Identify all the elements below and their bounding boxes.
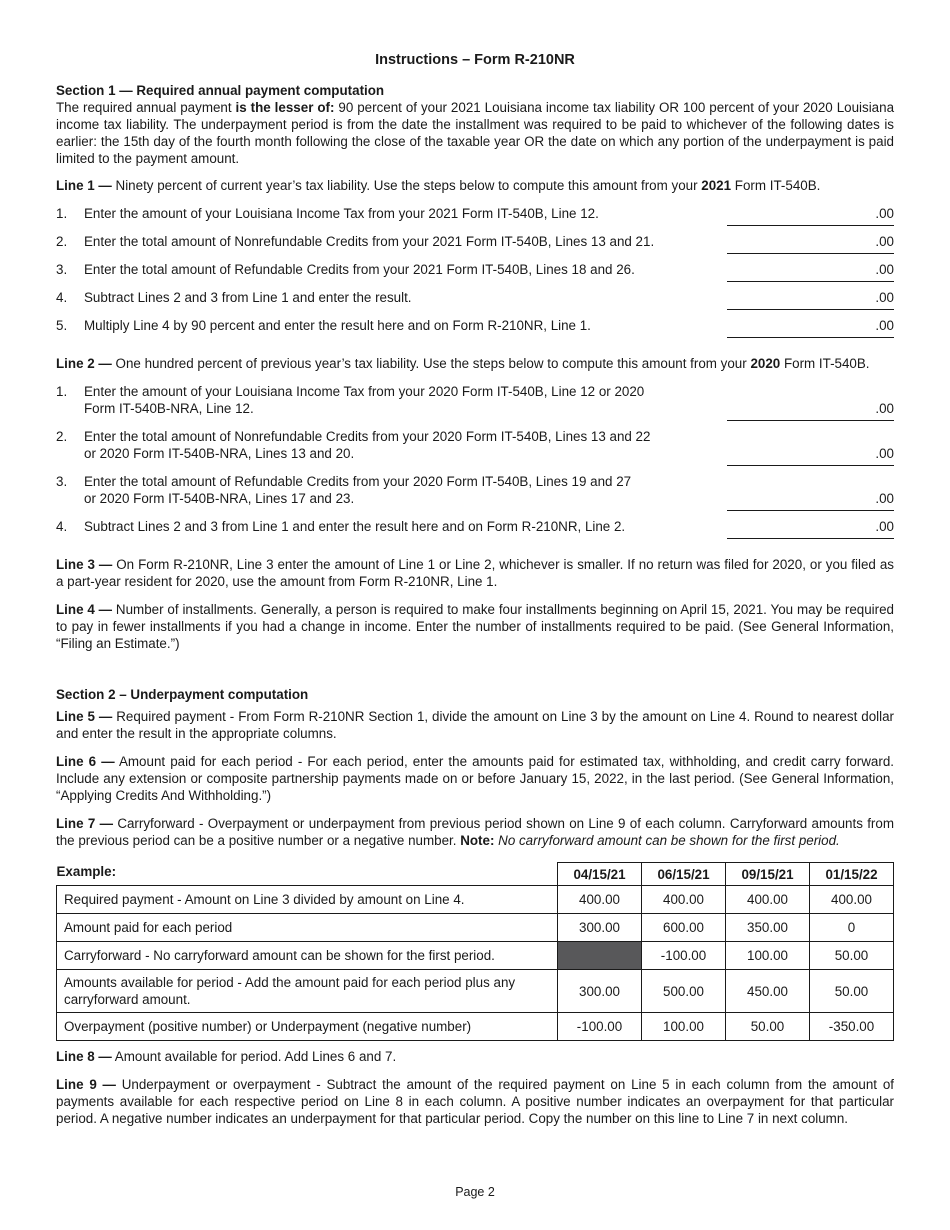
step-text: Enter the amount of your Louisiana Income Tax from your 2021 Form IT-540B, Line 12.: [84, 206, 599, 221]
line7-note-text: No carryforward amount can be shown for the first period.: [494, 833, 840, 848]
column-date: 06/15/21: [642, 863, 726, 886]
line2-year: 2020: [750, 356, 781, 371]
cell-value: 400.00: [642, 886, 726, 914]
line9-text: Underpayment or overpayment - Subtract the amount of the required payment on Line 5 in each column from the amount of payments available for each respective period on Line 8 in each column. A positive number indicates an overpayment for that particular period. A negative number indicates an underpayment for that particular period. Copy the number on this line to Line 7 in next column.: [56, 1077, 894, 1126]
step-text-line: Form IT-540B-NRA, Line 12.: [84, 401, 254, 416]
step-text-line: or 2020 Form IT-540B-NRA, Lines 17 and 23.: [84, 491, 355, 506]
line8-paragraph: [56, 1048, 894, 1065]
step-text: [84, 428, 724, 462]
cell-value: 450.00: [726, 970, 810, 1013]
line4-text: Number of installments. Generally, a person is required to make four installments beginning on April 15, 2021. You may be required to pay in fewer installments if you had a change in income. Enter the number of installments required to be paid. (See General Information, “Filing an Estimate.”): [56, 602, 894, 651]
section2-heading: Section 2 – Underpayment computation: [56, 687, 309, 702]
line7-text: Carryforward - Overpayment or underpayment from previous period shown on Line 9 of each column. Carryforward amounts from the previous period can be a positive number or a negative number.: [56, 816, 894, 848]
column-date: 09/15/21: [726, 863, 810, 886]
example-label: Example:: [56, 863, 117, 879]
table-row: [57, 970, 894, 1013]
intro-emphasis: is the lesser of:: [235, 100, 335, 115]
line8-text: Amount available for period. Add Lines 6 and 7.: [111, 1049, 397, 1064]
step-text-line: Enter the total amount of Nonrefundable Credits from your 2020 Form IT-540B, Lines 13 and 22: [84, 429, 651, 444]
step-number: 1.: [56, 206, 68, 221]
step-number: 3.: [56, 262, 68, 277]
cell-value: 400.00: [726, 886, 810, 914]
line2-label: Line 2 —: [56, 356, 112, 371]
line1-text-b: Form IT-540B.: [731, 178, 821, 193]
step-text-line: Enter the amount of your Louisiana Income Tax from your 2020 Form IT-540B, Line 12 or 2020: [84, 384, 645, 399]
line7-note-label: Note:: [460, 833, 495, 848]
line9-label: Line 9 —: [56, 1077, 116, 1092]
amount-field[interactable]: .00: [727, 490, 894, 511]
row-label: Overpayment (positive number) or Underpayment (negative number): [57, 1013, 558, 1041]
step-text: Subtract Lines 2 and 3 from Line 1 and enter the result.: [84, 290, 412, 305]
example-table: [56, 862, 894, 1041]
line2-intro: [56, 355, 894, 372]
line5-label: Line 5 —: [56, 709, 113, 724]
step-text: Enter the total amount of Refundable Credits from your 2021 Form IT-540B, Lines 18 and 26.: [84, 262, 635, 277]
step-text: [84, 518, 724, 535]
section1-block: [56, 82, 894, 167]
line3-text: On Form R-210NR, Line 3 enter the amount of Line 1 or Line 2, whichever is smaller. If no return was filed for 2020, or you filed as a part-year resident for 2020, use the amount from Form R-210NR, Line 1.: [56, 557, 894, 589]
line1-text-a: Ninety percent of current year’s tax liability. Use the steps below to compute this amount from your: [111, 178, 702, 193]
step-number: 1.: [56, 384, 68, 399]
line5-text: Required payment - From Form R-210NR Section 1, divide the amount on Line 3 by the amount on Line 4. Round to nearest dollar and enter the result in the appropriate columns.: [56, 709, 894, 741]
cell-value: 300.00: [558, 914, 642, 942]
line4-label: Line 4 —: [56, 602, 113, 617]
cell-value: 500.00: [642, 970, 726, 1013]
column-date: 04/15/21: [558, 863, 642, 886]
step-number: 2.: [56, 234, 68, 249]
page-number: Page 2: [455, 1185, 495, 1199]
line8-label: Line 8 —: [56, 1049, 112, 1064]
line5-paragraph: [56, 708, 894, 742]
row-label: Required payment - Amount on Line 3 divided by amount on Line 4.: [57, 886, 558, 914]
line7-paragraph: [56, 815, 894, 849]
step-text-line: or 2020 Form IT-540B-NRA, Lines 13 and 20.: [84, 446, 355, 461]
row-label: Amounts available for period - Add the amount paid for each period plus any carryforward amount.: [57, 970, 558, 1013]
line6-text: Amount paid for each period - For each period, enter the amounts paid for estimated tax, withholding, and credit carry forward. Include any extension or composite partnership payments made on or before January 15, 2022, in the last period. (See General Information, “Applying Credits And Withholding.”): [56, 754, 894, 803]
step-text-line: Enter the total amount of Refundable Credits from your 2020 Form IT-540B, Lines 19 and 27: [84, 474, 632, 489]
cell-value: 0: [810, 914, 894, 942]
cell-value: 100.00: [642, 1013, 726, 1041]
step-text-line: Subtract Lines 2 and 3 from Line 1 and enter the result here and on Form R-210NR, Line 2.: [84, 519, 626, 534]
step-number: 4.: [56, 290, 68, 305]
amount-field[interactable]: .00: [727, 518, 894, 539]
table-row: [57, 942, 894, 970]
cell-value: -350.00: [810, 1013, 894, 1041]
step-number: 5.: [56, 318, 68, 333]
line9-paragraph: [56, 1076, 894, 1127]
cell-value: 50.00: [726, 1013, 810, 1041]
line6-label: Line 6 —: [56, 754, 115, 769]
shaded-empty-cell: [558, 942, 642, 970]
cell-value: 50.00: [810, 970, 894, 1013]
amount-field[interactable]: .00: [727, 317, 894, 338]
line2-text-a: One hundred percent of previous year’s tax liability. Use the steps below to compute this amount from your: [111, 356, 751, 371]
cell-value: 100.00: [726, 942, 810, 970]
amount-field[interactable]: .00: [727, 261, 894, 282]
line3-label: Line 3 —: [56, 557, 113, 572]
line1-intro: [56, 177, 894, 194]
line1-label: Line 1 —: [56, 178, 112, 193]
cell-value: 600.00: [642, 914, 726, 942]
amount-field[interactable]: .00: [727, 233, 894, 254]
cell-value: 400.00: [810, 886, 894, 914]
intro-text-a: The required annual payment: [56, 100, 236, 115]
step-number: 2.: [56, 429, 68, 444]
row-label: Amount paid for each period: [57, 914, 558, 942]
line4-paragraph: [56, 601, 894, 652]
table-header-row: [57, 863, 894, 886]
step-number: 4.: [56, 519, 68, 534]
table-row: [57, 1013, 894, 1041]
step-text: Multiply Line 4 by 90 percent and enter the result here and on Form R-210NR, Line 1.: [84, 318, 591, 333]
step-text: Enter the total amount of Nonrefundable Credits from your 2021 Form IT-540B, Lines 13 and 21.: [84, 234, 655, 249]
page-title: Instructions – Form R-210NR: [375, 52, 575, 68]
intro-text-c: 90 percent of your 2021 Louisiana income tax liability OR 100 percent of your 2020 Louisiana income tax liability. The underpayment period is from the date the installment was required to be paid to whichever of the following dates is earlier: the 15th day of the fourth month following the close of the taxable year OR the date on which any portion of the underpayment is paid limited to the payment amount.: [56, 100, 895, 166]
row-label: Carryforward - No carryforward amount can be shown for the first period.: [57, 942, 558, 970]
section1-intro: [56, 99, 894, 167]
cell-value: 400.00: [558, 886, 642, 914]
line6-paragraph: [56, 753, 894, 804]
amount-field[interactable]: .00: [727, 205, 894, 226]
line7-label: Line 7 —: [56, 816, 113, 831]
step-number: 3.: [56, 474, 68, 489]
cell-value: 50.00: [810, 942, 894, 970]
step-text: [84, 383, 724, 417]
column-date: 01/15/22: [810, 863, 894, 886]
table-row: [57, 886, 894, 914]
line2-text-b: Form IT-540B.: [780, 356, 870, 371]
line1-year: 2021: [701, 178, 732, 193]
cell-value: 350.00: [726, 914, 810, 942]
step-text: [84, 473, 724, 507]
amount-field[interactable]: .00: [727, 289, 894, 310]
line3-paragraph: [56, 556, 894, 590]
amount-field[interactable]: .00: [727, 400, 894, 421]
cell-value: 300.00: [558, 970, 642, 1013]
section1-heading: Section 1 — Required annual payment computation: [56, 83, 385, 98]
amount-field[interactable]: .00: [727, 445, 894, 466]
cell-value: -100.00: [558, 1013, 642, 1041]
cell-value: -100.00: [642, 942, 726, 970]
table-row: [57, 914, 894, 942]
